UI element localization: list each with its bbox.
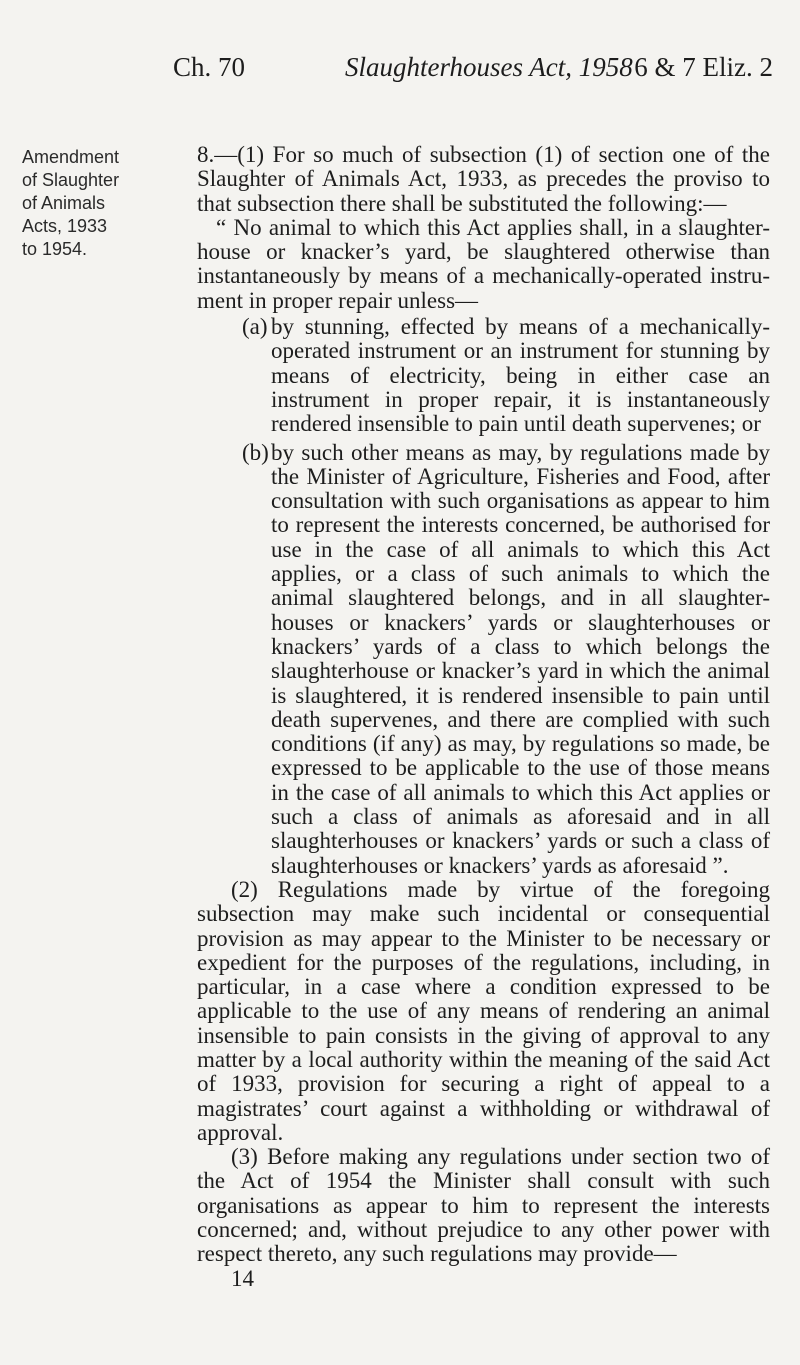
regnal-year: 6 & 7 Eliz. 2 [634,52,773,82]
page-number: 14 [231,1265,254,1291]
subsection-2: (2) Regulations made by virtue of the foregoing subsection may make such incidental or consequential provision as may appear to the Minister to be necessary or expedient for the purposes of the regulations, including, in particular, in a case where a condition expressed to be applicable to the use of any means of rendering an animal insensible to pain consists in the giving of approval to any matter by a local authority within the meaning of the said Act of 1933, provision for securing a right of appeal to a magistrates’ court against a withholding or withdrawal of approval. [197,876,770,1145]
subsection-3: (3) Before making any regulations under section two of the Act of 1954 the Minister shall consult with such organisations as appear to him to represent the interests concerned; and, without prejudice to any other power with respect thereto, any such regulations may provide— [197,1144,770,1267]
paragraph-b-text: by such other means as may, by regulations made by the Minister of Agriculture, Fisheries and Food, after consultation with such organisations as appear to him to represent the interests concerned, be authorised for use in the case of all animals to which this Act applies, or a class of such animals to which the animal slaughtered belongs, and in all slaughter-houses or knackers’ yards or slaughterhouses or knackers’ yards of a class to which belongs the slaughterhouse or knacker’s yard in which the animal is slaughtered, it is rendered insensible to pain until death supervenes, and there are complied with such conditions (if any) as may, by regulations so made, be expressed to be applicable to the use of those means in the case of all animals to which this Act applies or such a class of animals as aforesaid and in all slaughterhouses or knackers’ yards or such a class of slaughterhouses or knackers’ yards as aforesaid ”. [271,439,770,878]
marginal-note [22,146,162,261]
chapter-number: Ch. 70 [173,52,246,82]
marginal-note-line: of Animals [22,193,106,213]
substituted-text: “ No animal to which this Act applies shall, in a slaughter-house or knacker’s yard, be slaughtered otherwise than instantaneously by means of a mechanically-operated instru-ment in proper repair unless— [197,214,770,313]
paragraph-b-label: (b) [242,439,269,465]
paragraph-b [242,439,770,878]
paragraph-a [242,314,770,437]
marginal-note-line: Amendment [22,147,120,167]
marginal-note-line: of Slaughter [22,170,120,190]
act-title: Slaughterhouses Act, 1958 [345,52,633,82]
running-header [173,52,773,92]
marginal-note-line: to 1954. [22,239,88,259]
section-8-lead: 8.—(1) For so much of subsection (1) of section one of the Slaughter of Animals Act, 1933, as precedes the proviso to that subsection there shall be substituted the following:— [197,142,770,216]
paragraph-a-text: by stunning, effected by means of a mechanically-operated instrument or an instrument for stunning by means of electricity, being in either case an instrument in proper repair, it is instantaneously rendered insensible to pain until death supervenes; or [271,314,770,437]
paragraph-a-label: (a) [242,314,268,340]
marginal-note-line: Acts, 1933 [22,216,108,236]
section-body [197,143,770,1291]
